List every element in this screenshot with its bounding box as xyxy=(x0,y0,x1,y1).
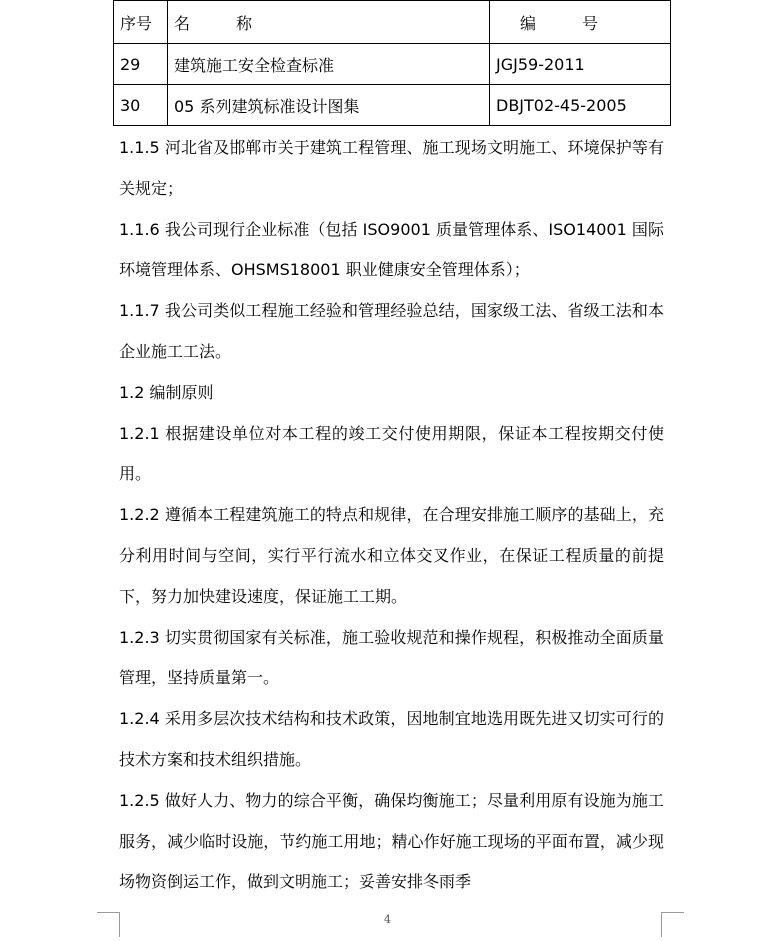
row-name: 建筑施工安全检查标准 xyxy=(168,44,490,85)
table-header-row xyxy=(114,1,671,44)
header-no: 序号 xyxy=(114,1,168,44)
table-row xyxy=(114,85,671,126)
standards-table xyxy=(113,0,671,126)
page-number: 4 xyxy=(384,913,391,926)
paragraph-1-1-5: 1.1.5 河北省及邯郸市关于建筑工程管理、施工现场文明施工、环境保护等有关规定； xyxy=(119,138,664,198)
table-row xyxy=(114,44,671,85)
page-corner-mark-right xyxy=(661,912,684,937)
row-code: JGJ59-2011 xyxy=(490,44,671,85)
header-code-part1: 编 xyxy=(520,13,537,33)
paragraph-1-2-2: 1.2.2 遵循本工程建筑施工的特点和规律，在合理安排施工顺序的基础上，充分利用时间与空间，实行平行流水和立体交叉作业，在保证工程质量的前提下，努力加快建设速度，保证施工工期。 xyxy=(119,505,664,606)
paragraph-1-2-5: 1.2.5 做好人力、物力的综合平衡，确保均衡施工；尽量利用原有设施为施工服务，减少临时设施，节约施工用地；精心作好施工现场的平面布置，减少现场物资倒运工作，做到文明施工；妥善安排冬雨季 xyxy=(119,790,664,892)
paragraph-1-1-7: 1.1.7 我公司类似工程施工经验和管理经验总结，国家级工法、省级工法和本企业施工工法。 xyxy=(119,301,664,361)
header-name xyxy=(168,1,490,44)
paragraph-1-2-1: 1.2.1 根据建设单位对本工程的竣工交付使用期限，保证本工程按期交付使用。 xyxy=(119,423,664,484)
paragraph-1-2-3: 1.2.3 切实贯彻国家有关标准，施工验收规范和操作规程，积极推动全面质量管理，坚持质量第一。 xyxy=(119,627,664,688)
row-code: DBJT02-45-2005 xyxy=(490,85,671,126)
header-code-part2: 号 xyxy=(582,13,599,33)
document-body xyxy=(119,128,664,903)
header-name-part2: 称 xyxy=(236,13,253,33)
header-name-part1: 名 xyxy=(174,13,191,33)
page-corner-mark-left xyxy=(97,912,120,937)
row-name: 05 系列建筑标准设计图集 xyxy=(168,85,490,126)
row-no: 29 xyxy=(114,44,168,85)
paragraph-1-1-6: 1.1.6 我公司现行企业标准（包括 ISO9001 质量管理体系、ISO14001 国际环境管理体系、OHSMS18001 职业健康安全管理体系）； xyxy=(119,219,664,280)
row-no: 30 xyxy=(114,85,168,126)
paragraph-1-2-4: 1.2.4 采用多层次技术结构和技术政策，因地制宜地选用既先进又切实可行的技术方案和技术组织措施。 xyxy=(119,709,664,769)
section-heading-1-2: 1.2 编制原则 xyxy=(119,382,214,402)
header-code xyxy=(490,1,671,44)
